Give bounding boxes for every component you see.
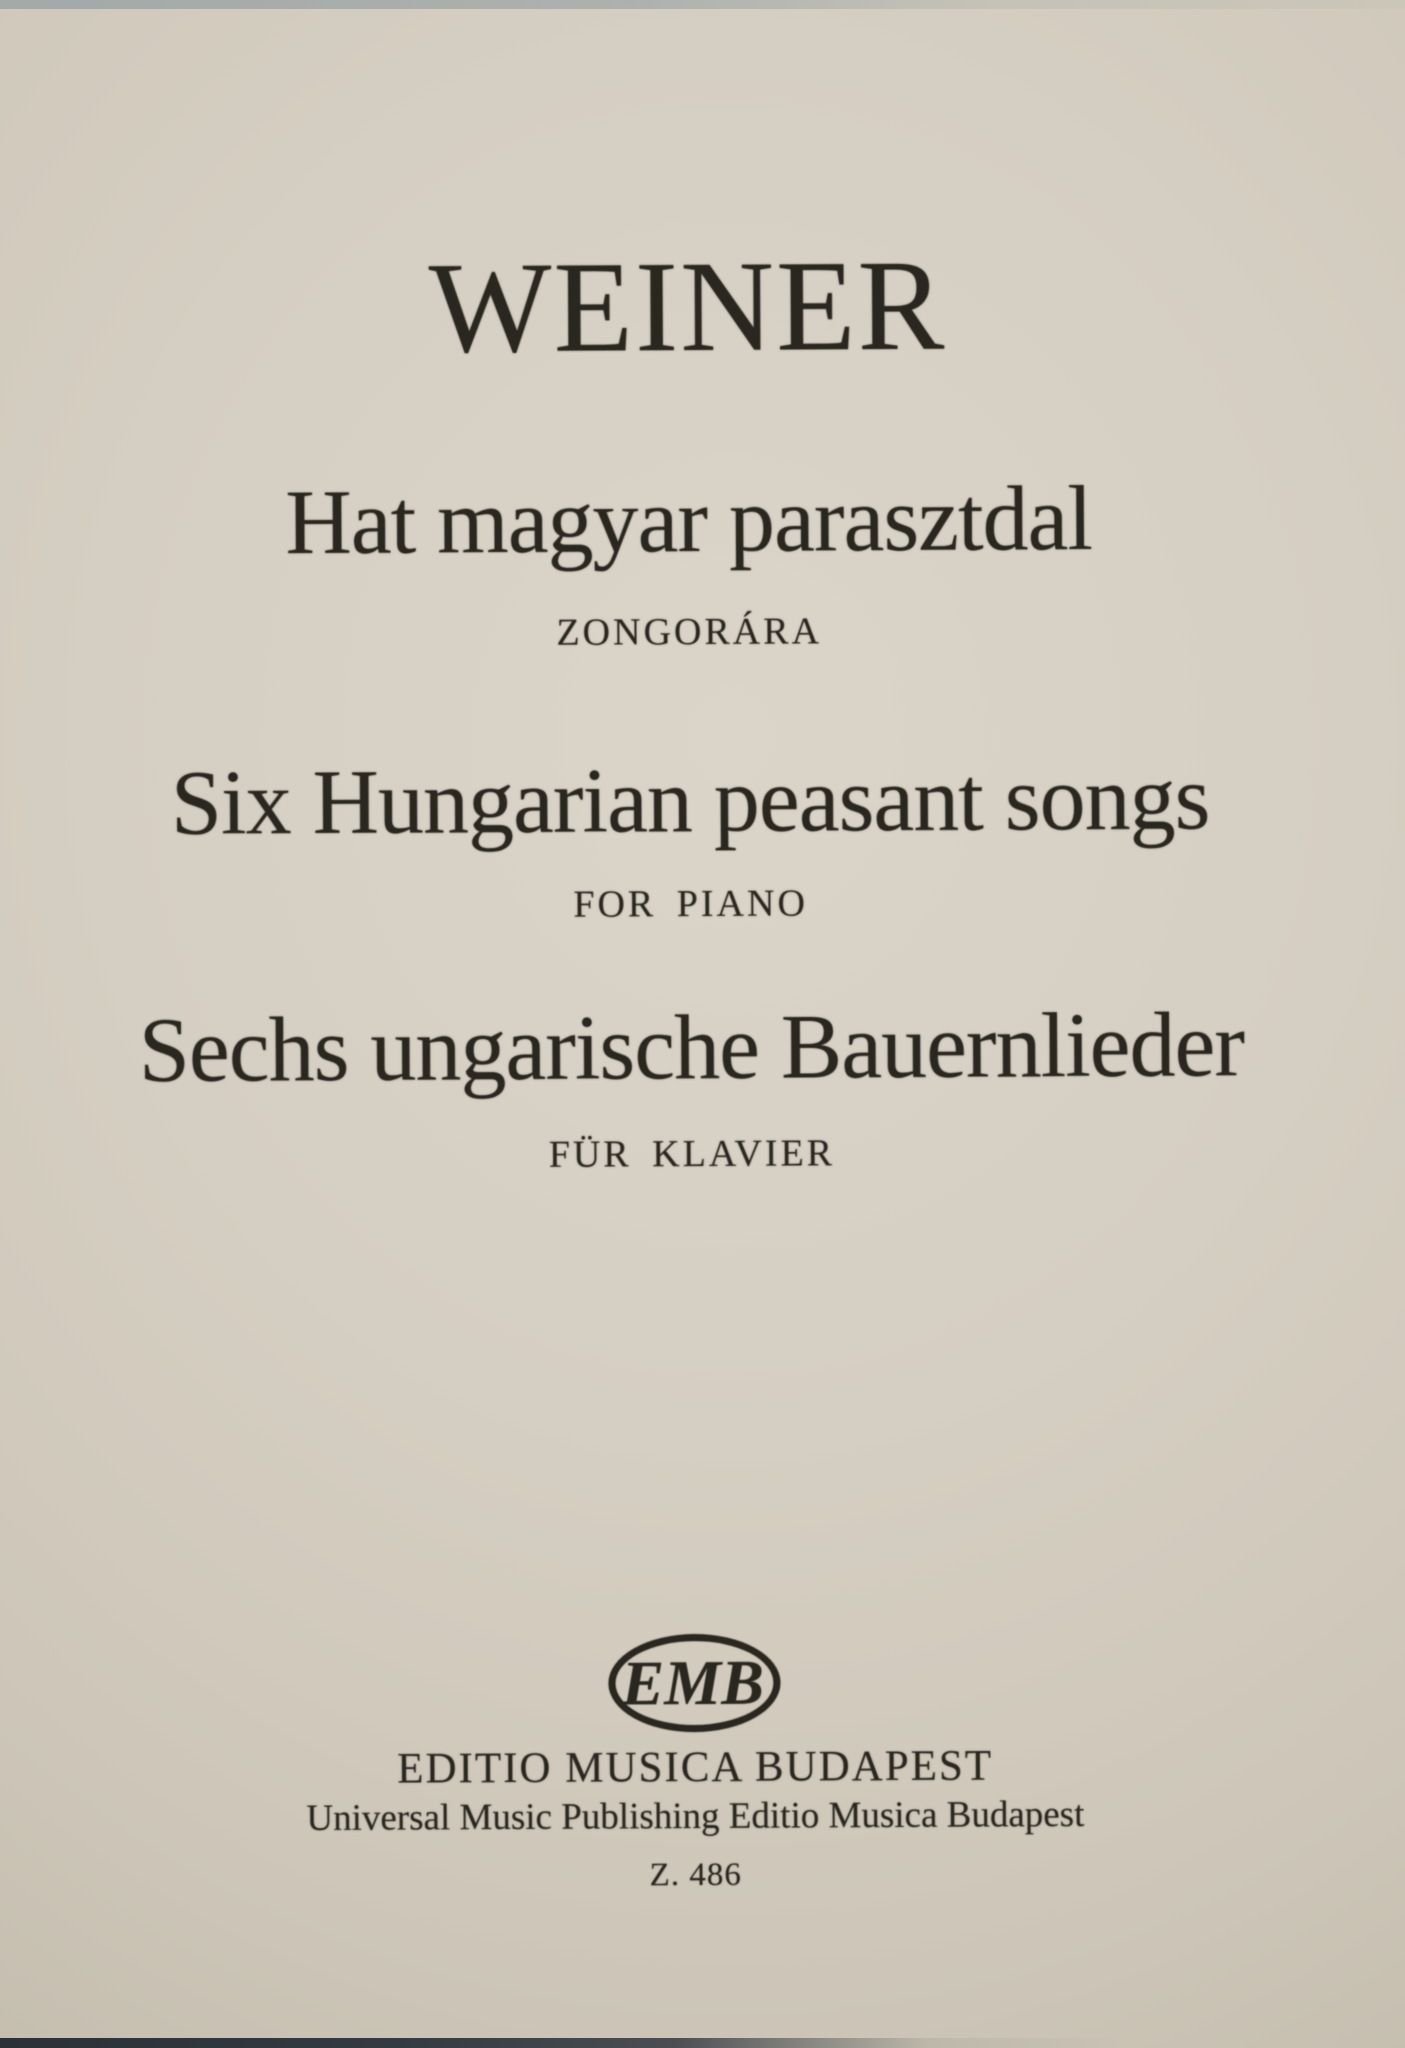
plate-number: Z. 486 bbox=[649, 1856, 742, 1894]
title-english: Six Hungarian peasant songs bbox=[170, 746, 1210, 854]
subtitle-english: FOR PIANO bbox=[573, 882, 809, 926]
emb-publisher-logo-icon bbox=[608, 1634, 781, 1733]
title-german: Sechs ungarische Bauernlieder bbox=[138, 993, 1245, 1101]
publisher-name: EDITIO MUSICA BUDAPEST bbox=[397, 1742, 994, 1793]
emb-logo-monogram: EMB bbox=[621, 1646, 765, 1719]
subtitle-german: FÜR KLAVIER bbox=[548, 1132, 836, 1176]
subtitle-hungarian: ZONGORÁRA bbox=[556, 610, 823, 654]
title-hungarian: Hat magyar parasztdal bbox=[285, 466, 1093, 574]
photo-bottom-edge-shadow bbox=[0, 2038, 1405, 2048]
publisher-distribution-line: Universal Music Publishing Editio Musica Budapest bbox=[306, 1794, 1085, 1840]
composer-name: WEINER bbox=[428, 233, 947, 381]
photo-top-edge bbox=[0, 0, 1405, 9]
